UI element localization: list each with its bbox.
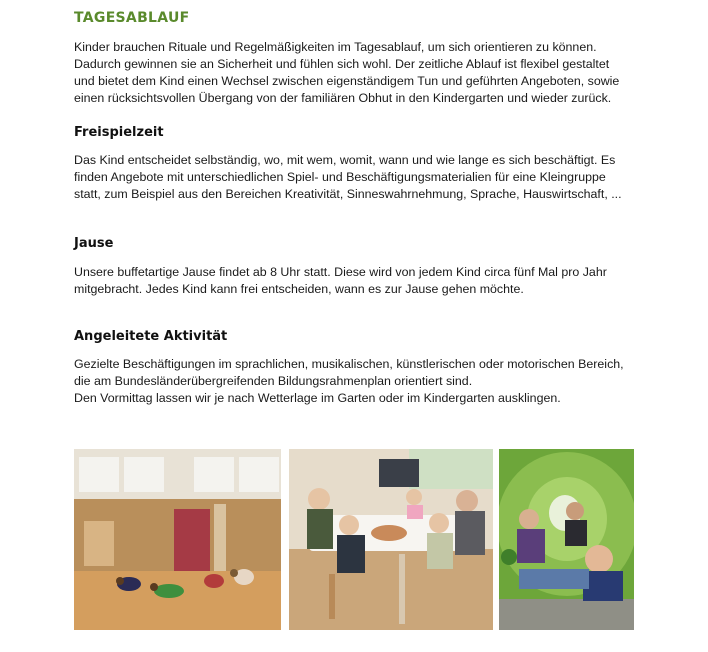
intro-line: Dadurch gewinnen sie an Sicherheit und fühlen sich wohl. Der zeitliche Ablauf ist flexibel gestaltet xyxy=(74,57,610,71)
paragraph-line: Gezielte Beschäftigungen im sprachlichen, musikalischen, künstlerischen oder motorischen Bereich, xyxy=(74,357,624,371)
gym-hall-photo xyxy=(74,449,281,630)
freispielzeit-paragraph xyxy=(74,152,634,203)
paragraph-line: Unsere buffetartige Jause findet ab 8 Uhr statt. Diese wird von jedem Kind circa fünf Mal pro Jahr xyxy=(74,265,607,279)
heading-freispielzeit: Freispielzeit xyxy=(74,125,164,140)
snack-table-photo xyxy=(289,449,493,630)
paragraph-line: Den Vormittag lassen wir je nach Wetterlage im Garten oder im Kindergarten ausklingen. xyxy=(74,391,561,405)
heading-angeleitete-aktivitaet: Angeleitete Aktivität xyxy=(74,329,228,344)
paragraph-line: mitgebracht. Jedes Kind kann frei entscheiden, wann es zur Jause gehen möchte. xyxy=(74,282,524,296)
intro-line: einen rücksichtsvollen Übergang von der familiären Obhut in den Kindergarten und wieder zurück. xyxy=(74,91,612,105)
intro-line: Kinder brauchen Rituale und Regelmäßigkeiten im Tagesablauf, um sich orientieren zu können. xyxy=(74,40,597,54)
green-tunnel-photo xyxy=(499,449,634,630)
page-title: TAGESABLAUF xyxy=(74,10,190,26)
jause-paragraph xyxy=(74,264,634,298)
heading-jause: Jause xyxy=(74,236,114,251)
paragraph-line: die am Bundesländerübergreifenden Bildungsrahmenplan orientiert sind. xyxy=(74,374,473,388)
aktivitaet-paragraph xyxy=(74,356,634,407)
paragraph-line: finden Angebote mit unterschiedlichen Spiel- und Beschäftigungsmaterialien für eine Kleingruppe xyxy=(74,170,606,184)
intro-paragraph xyxy=(74,39,634,107)
intro-line: und bietet dem Kind einen Wechsel zwischen eigenständigem Tun und geführten Angeboten, sowie xyxy=(74,74,620,88)
paragraph-line: Das Kind entscheidet selbständig, wo, mit wem, womit, wann und wie lange es sich beschäftigt. Es xyxy=(74,153,616,167)
paragraph-line: statt, zum Beispiel aus den Bereichen Kreativität, Sinneswahrnehmung, Sprache, Hauswirtschaft, ... xyxy=(74,187,622,201)
